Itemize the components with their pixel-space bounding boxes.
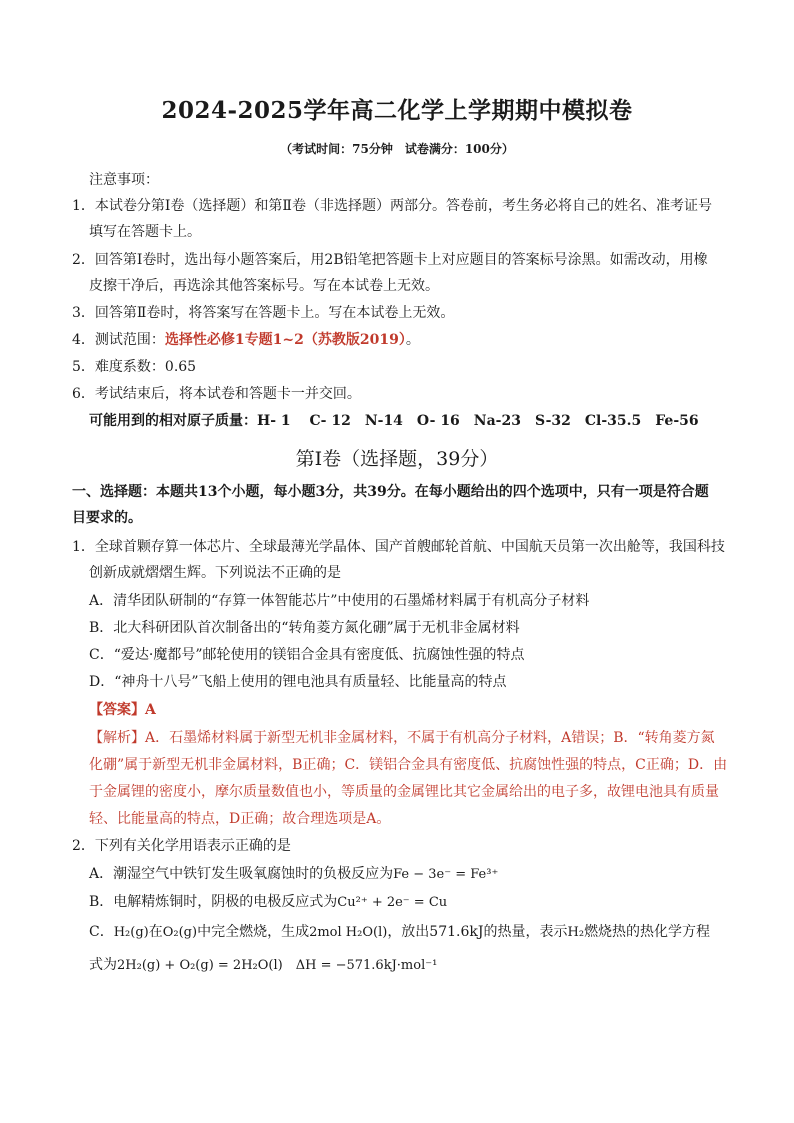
q2-option-a-equation: Fe − 3e⁻ = Fe³⁺ — [393, 867, 499, 882]
formula-o2-gas: O₂(g) — [162, 925, 198, 940]
note-1-line-2: 填写在答题卡上。 — [89, 224, 201, 240]
section-instructions-line-1: 一、选择题：本题共13个小题，每小题3分，共39分。在每小题给出的四个选项中，只有一项是符合题 — [72, 484, 709, 500]
q1-explanation-line-1: 【解析】A．石墨烯材料属于新型无机非金属材料，不属于有机高分子材料，A错误；B．“转角菱方氮 — [89, 730, 715, 746]
q1-option-d: D．“神舟十八号”飞船上使用的锂电池具有质量轻、比能量高的特点 — [89, 674, 507, 690]
test-scope: 选择性必修1专题1~2（苏教版2019） — [164, 332, 406, 348]
note-4-suffix: 。 — [405, 332, 420, 348]
q2-option-b-text: B．电解精炼铜时，阴极的电极反应式为 — [89, 894, 338, 910]
q2-option-c-text-1: 在 — [148, 924, 163, 940]
note-5: 5．难度系数：0.65 — [72, 359, 197, 375]
q1-option-c: C．“爱达·魔都号”邮轮使用的镁铝合金具有密度低、抗腐蚀性强的特点 — [89, 647, 525, 663]
q2-option-c-text-4: 燃烧热的热化学方程 — [584, 924, 711, 940]
q2-stem: 2．下列有关化学用语表示正确的是 — [72, 838, 291, 854]
q2-option-a — [89, 864, 498, 885]
note-4-prefix: 4．测试范围： — [72, 332, 165, 348]
q2-option-c-line-1 — [89, 922, 710, 943]
q2-option-c-text-3: ，放出571.6kJ的热量，表示 — [387, 924, 568, 940]
q2-option-c-text-2: 中完全燃烧，生成 — [197, 924, 310, 940]
section-title: 第Ⅰ卷（选择题，39分） — [295, 448, 499, 470]
notes-heading: 注意事项： — [89, 172, 159, 188]
formula-h2: H₂ — [567, 925, 585, 940]
note-6: 6．考试结束后，将本试卷和答题卡一并交回。 — [72, 386, 361, 402]
q1-explanation-line-2: 化硼”属于新型无机非金属材料，B正确；C．镁铝合金具有密度低、抗腐蚀性强的特点，C正确；D．由 — [89, 757, 728, 773]
q2-option-b-equation: Cu²⁺ + 2e⁻ = Cu — [337, 895, 448, 910]
formula-water-liquid: 2mol H₂O(l) — [309, 925, 388, 940]
note-2-line-2: 皮擦干净后，再选涂其他答案标号。写在本试卷上无效。 — [89, 278, 439, 294]
note-4 — [72, 330, 420, 350]
exam-info: （考试时间：75分钟 试卷满分：100分） — [280, 142, 514, 156]
note-2-line-1: 2．回答第Ⅰ卷时，选出每小题答案后，用2B铅笔把答题卡上对应题目的答案标号涂黑。如需改动，用橡 — [72, 252, 708, 268]
section-instructions-line-2: 目要求的。 — [72, 510, 142, 526]
q2-option-b — [89, 892, 447, 913]
q2-option-a-text: A．潮湿空气中铁钉发生吸氧腐蚀时的负极反应为 — [89, 866, 394, 882]
q2-option-c-text-5: 式为 — [89, 957, 117, 973]
q1-explanation-line-3: 于金属锂的密度小，摩尔质量数值也小，等质量的金属锂比其它金属给出的电子多，故锂电池具有质量 — [89, 784, 719, 800]
q2-option-c-equation: 2H₂(g) + O₂(g) = 2H₂O(l) ΔH = −571.6kJ·mol⁻¹ — [117, 958, 438, 973]
q2-option-c-line-2 — [89, 955, 437, 976]
exam-title: 2024-2025学年高二化学上学期期中模拟卷 — [161, 97, 633, 124]
note-3: 3．回答第Ⅱ卷时，将答案写在答题卡上。写在本试卷上无效。 — [72, 305, 455, 321]
q1-stem-line-2: 创新成就熠熠生辉。下列说法不正确的是 — [89, 565, 341, 581]
q1-option-b: B．北大科研团队首次制备出的“转角菱方氮化硼”属于无机非金属材料 — [89, 620, 520, 636]
note-1-line-1: 1．本试卷分第Ⅰ卷（选择题）和第Ⅱ卷（非选择题）两部分。答卷前，考生务必将自己的姓名、准考证号 — [72, 198, 712, 214]
formula-h2-gas: H₂(g) — [113, 925, 149, 940]
q1-explanation-line-4: 轻、比能量高的特点，D正确；故合理选项是A。 — [89, 811, 391, 827]
q2-option-c-label: C． — [89, 924, 114, 940]
q1-answer: 【答案】A — [89, 702, 156, 718]
q1-option-a: A．清华团队研制的“存算一体智能芯片”中使用的石墨烯材料属于有机高分子材料 — [89, 593, 590, 609]
q1-stem-line-1: 1．全球首颗存算一体芯片、全球最薄光学晶体、国产首艘邮轮首航、中国航天员第一次出舱等，我国科技 — [72, 539, 725, 555]
atomic-masses: 可能用到的相对原子质量：H- 1 C- 12 N-14 O- 16 Na-23 S-32 Cl-35.5 Fe-56 — [89, 413, 699, 429]
